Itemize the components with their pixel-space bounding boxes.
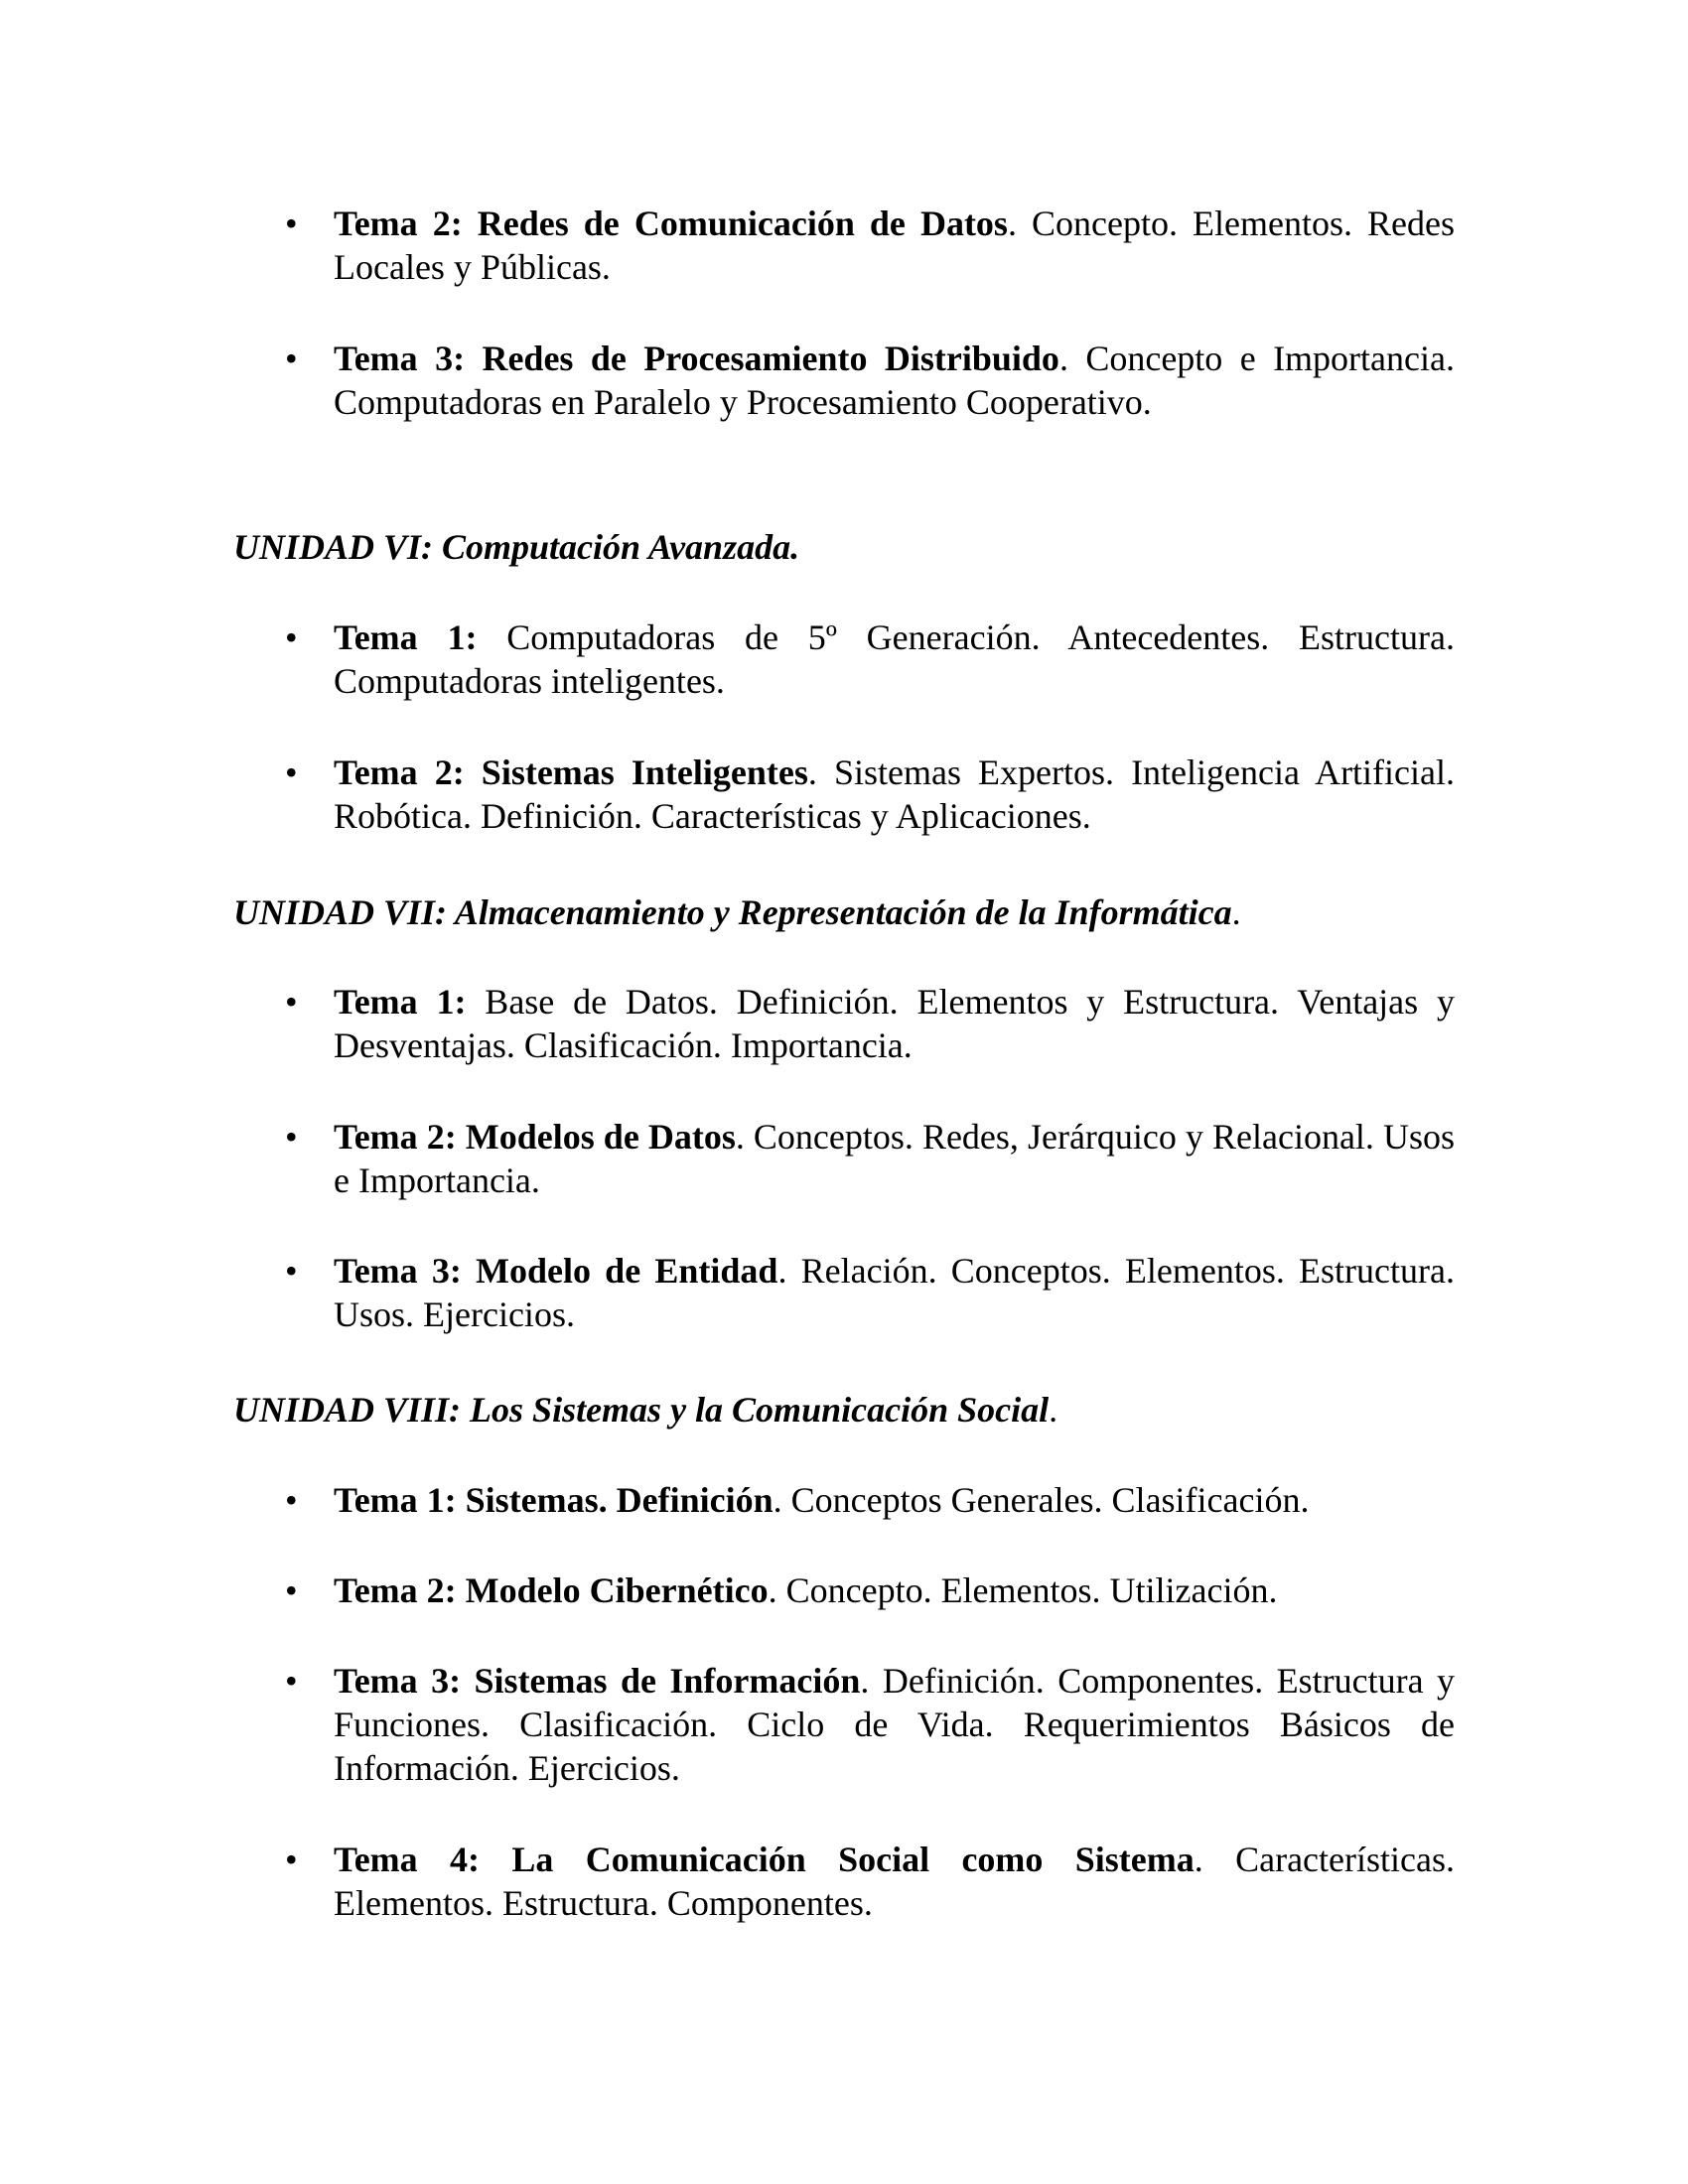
list-item <box>283 337 1455 424</box>
topic-description: . Concepto. Elementos. Redes Locales y Públicas. <box>334 204 1455 287</box>
bullet-icon: • <box>285 1840 298 1879</box>
bullet-icon: • <box>285 1480 298 1520</box>
topic-title: Tema 1: <box>334 982 467 1022</box>
topic-text <box>334 980 1455 1067</box>
unit-heading <box>233 890 1455 934</box>
topic-title: Tema 3: Modelo de Entidad <box>334 1251 778 1291</box>
unit-heading-tail: . <box>1231 892 1241 932</box>
list-item <box>283 202 1455 289</box>
list-item <box>283 615 1455 703</box>
bullet-icon: • <box>285 982 298 1022</box>
topic-text <box>334 1249 1455 1336</box>
topic-text <box>334 1569 1455 1612</box>
list-item <box>283 1115 1455 1202</box>
topic-title: Tema 3: Redes de Procesamiento Distribuido <box>334 339 1059 378</box>
topic-title: Tema 1: Sistemas. Definición <box>334 1480 774 1520</box>
topic-text <box>334 202 1455 289</box>
topic-text <box>334 1478 1455 1522</box>
bullet-icon: • <box>285 204 298 243</box>
unit-heading <box>233 525 1455 569</box>
list-item <box>283 1249 1455 1336</box>
topic-title: Tema 2: Modelos de Datos <box>334 1117 736 1157</box>
list-item <box>283 1478 1455 1522</box>
unit-heading-tail: . <box>1049 1390 1058 1430</box>
topic-description: . Concepto. Elementos. Utilización. <box>768 1570 1278 1610</box>
topic-description: . Relación. Conceptos. Elementos. Estructura. Usos. Ejercicios. <box>334 1251 1455 1334</box>
bullet-icon: • <box>285 1117 298 1157</box>
topic-text <box>334 615 1455 703</box>
topic-description: . Conceptos Generales. Clasificación. <box>773 1480 1310 1520</box>
list-item <box>283 1838 1455 1925</box>
topic-text <box>334 751 1455 838</box>
topic-title: Tema 3: Sistemas de Información <box>334 1661 861 1701</box>
bullet-icon: • <box>285 339 298 378</box>
topic-description: . Concepto e Importancia. Computadoras en Paralelo y Procesamiento Cooperativo. <box>334 339 1455 422</box>
topic-title: Tema 2: Redes de Comunicación de Datos <box>334 204 1008 243</box>
list-item <box>283 751 1455 838</box>
bullet-icon: • <box>285 1251 298 1291</box>
topic-description: . Definición. Componentes. Estructura y Funciones. Clasificación. Ciclo de Vida. Requerimientos Básicos de Información. Ejercicios. <box>334 1661 1455 1788</box>
topic-text <box>334 1659 1455 1790</box>
topic-title: Tema 1: <box>334 617 478 657</box>
topic-description: Computadoras de 5º Generación. Antecedentes. Estructura. Computadoras inteligentes. <box>334 617 1455 701</box>
unit-heading <box>233 1388 1455 1432</box>
topic-title: Tema 4: La Comunicación Social como Sistema <box>334 1840 1195 1879</box>
topic-title: Tema 2: Modelo Cibernético <box>334 1570 769 1610</box>
topic-text <box>334 1115 1455 1202</box>
bullet-icon: • <box>285 752 298 792</box>
bullet-icon: • <box>285 1570 298 1610</box>
list-item <box>283 1569 1455 1612</box>
unit-heading-text: UNIDAD VI: Computación Avanzada. <box>233 527 800 567</box>
topic-description: Base de Datos. Definición. Elementos y Estructura. Ventajas y Desventajas. Clasificación. Importancia. <box>334 982 1455 1065</box>
topic-description: . Sistemas Expertos. Inteligencia Artificial. Robótica. Definición. Características y Aplicaciones. <box>334 752 1456 836</box>
topic-text <box>334 1838 1455 1925</box>
unit-heading-text: UNIDAD VIII: Los Sistemas y la Comunicación Social <box>233 1390 1050 1430</box>
unit-heading-text: UNIDAD VII: Almacenamiento y Representación de la Informática <box>233 892 1232 932</box>
bullet-icon: • <box>285 617 298 657</box>
topic-text <box>334 337 1455 424</box>
topic-description: . Características. Elementos. Estructura. Componentes. <box>334 1840 1455 1923</box>
list-item <box>283 1659 1455 1790</box>
list-item <box>283 980 1455 1067</box>
topic-description: . Conceptos. Redes, Jerárquico y Relacional. Usos e Importancia. <box>334 1117 1455 1200</box>
bullet-icon: • <box>285 1661 298 1701</box>
topic-title: Tema 2: Sistemas Inteligentes <box>334 752 808 792</box>
